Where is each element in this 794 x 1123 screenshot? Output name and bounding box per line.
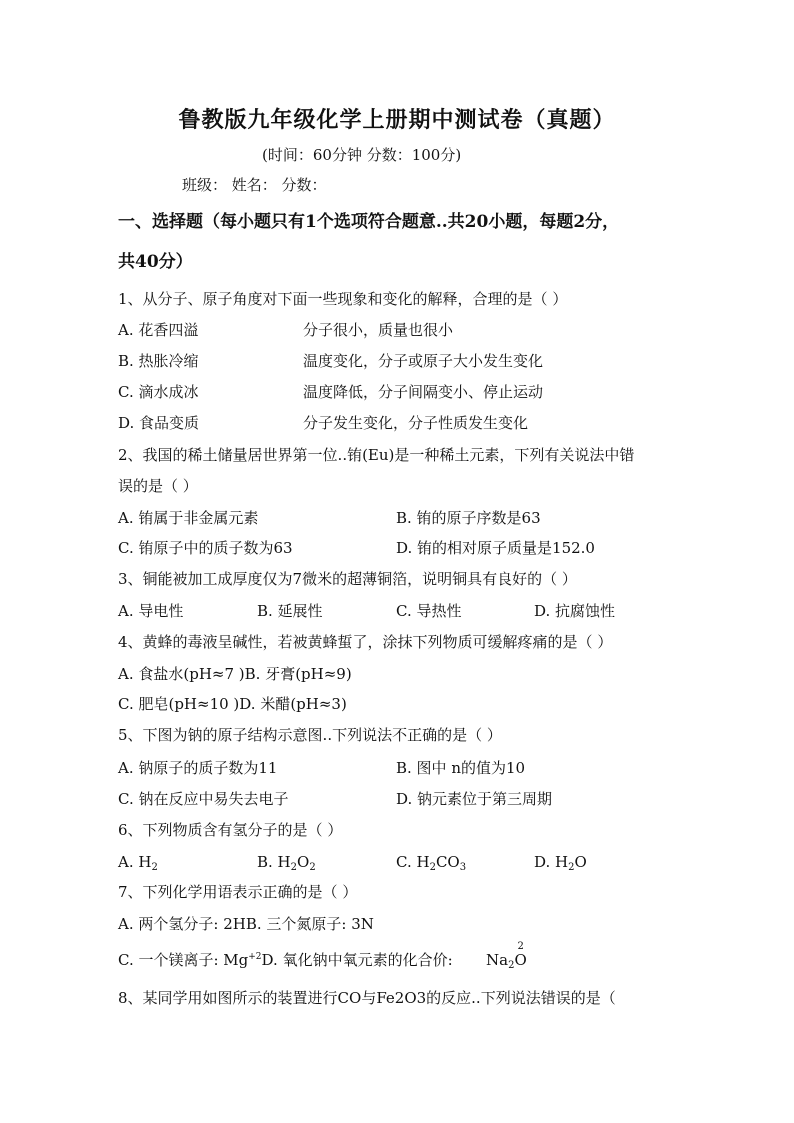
section-heading-cont: 共40分）	[118, 252, 193, 272]
q3-option-b: B. 延展性	[257, 602, 323, 620]
exam-title: 鲁教版九年级化学上册期中测试卷（真题）	[178, 107, 616, 133]
exam-meta: (时间：60分钟 分数：100分)	[262, 146, 462, 164]
q6-option-b: B. $H_2O_2$	[257, 853, 316, 873]
q1-explanation-d: 分子发生变化，分子性质发生变化	[303, 414, 529, 432]
q1-option-d: D. 食品变质	[118, 414, 200, 432]
q5-option-a: A. 钠原子的质子数为11	[118, 759, 278, 777]
q4-options-cd: C. 肥皂(pH≈10 )D. 米醋(pH≈3)	[118, 695, 347, 713]
q5-option-d: D. 钠元素位于第三周期	[396, 790, 553, 808]
question-4-stem: 4、黄蜂的毒液呈碱性，若被黄蜂蜇了，涂抹下列物质可缓解疼痛的是（ ）	[118, 633, 613, 651]
q1-explanation-c: 温度降低，分子间隔变小、停止运动	[303, 383, 544, 401]
chem-formula-na2o: $Na_2$ 2 O	[486, 941, 527, 971]
question-1-stem: 1、从分子、原子角度对下面一些现象和变化的解释，合理的是（ ）	[118, 290, 568, 308]
section-heading: 一、选择题（每小题只有1个选项符合题意..共20小题，每题2分，	[118, 212, 620, 232]
question-2-stem-cont: 误的是（ ）	[118, 477, 198, 495]
q7-options-ab: A. 两个氢分子: 2HB. 三个氮原子: 3N	[118, 915, 374, 933]
question-8-stem: 8、某同学用如图所示的装置进行CO与Fe2O3的反应..下列说法错误的是（	[118, 989, 616, 1007]
q1-option-a: A. 花香四溢	[118, 321, 199, 339]
question-6-stem: 6、下列物质含有氢分子的是（ ）	[118, 821, 343, 839]
q3-option-d: D. 抗腐蚀性	[534, 602, 616, 620]
question-2-stem: 2、我国的稀土储量居世界第一位..铕(Eu)是一种稀土元素，下列有关说法中错	[118, 446, 635, 464]
q3-option-a: A. 导电性	[118, 602, 184, 620]
q2-option-c: C. 铕原子中的质子数为63	[118, 539, 293, 557]
q1-option-c: C. 滴水成冰	[118, 383, 199, 401]
q6-option-c: C. $H_2CO_3$	[396, 853, 467, 873]
q1-option-b: B. 热胀冷缩	[118, 352, 199, 370]
q4-options-ab: A. 食盐水(pH≈7 )B. 牙膏(pH≈9)	[118, 665, 352, 683]
q1-explanation-a: 分子很小，质量也很小	[303, 321, 454, 339]
q2-option-a: A. 铕属于非金属元素	[118, 509, 259, 527]
q6-option-a: A. $H_2$	[118, 853, 158, 873]
student-info-line: 班级： 姓名： 分数：	[182, 176, 327, 194]
q6-option-d: D. $H_2O$	[534, 853, 587, 873]
q3-option-c: C. 导热性	[396, 602, 462, 620]
question-7-stem: 7、下列化学用语表示正确的是（ ）	[118, 883, 358, 901]
q2-option-b: B. 铕的原子序数是63	[396, 509, 541, 527]
question-5-stem: 5、下图为钠的原子结构示意图..下列说法不正确的是（ ）	[118, 726, 502, 744]
q1-explanation-b: 温度变化，分子或原子大小发生变化	[303, 352, 544, 370]
question-3-stem: 3、铜能被加工成厚度仅为7微米的超薄铜箔，说明铜具有良好的（ ）	[118, 570, 577, 588]
q2-option-d: D. 铕的相对原子质量是152.0	[396, 539, 595, 557]
q7-options-cd: C. 一个镁离子: $Mg^{+2}D$. 氧化钠中氧元素的化合价:	[118, 951, 453, 969]
q5-option-b: B. 图中 n的值为10	[396, 759, 526, 777]
q5-option-c: C. 钠在反应中易失去电子	[118, 790, 289, 808]
